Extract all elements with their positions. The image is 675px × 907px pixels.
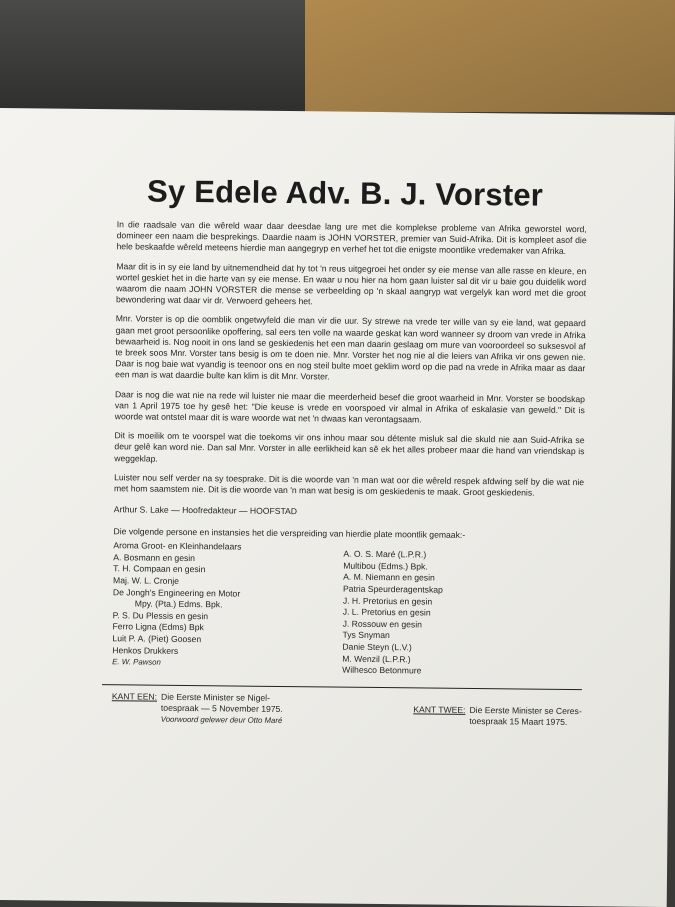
side-two-line: toespraak 15 Maart 1975. (469, 715, 568, 727)
author-credit: Arthur S. Lake — Hoofredakteur — HOOFSTAD (113, 504, 298, 517)
sponsor-item: J. Rossouw en gesin (342, 618, 422, 630)
track-sides (112, 691, 582, 729)
sponsor-item: Maj. W. L. Cronje (113, 575, 180, 586)
sponsor-item: A. Bosmann en gesin (113, 552, 196, 563)
sponsors-intro: Die volgende persone en instansies het die verspreiding van hierdie plate moontlik gemaak:- (113, 526, 466, 541)
divider-rule (102, 684, 582, 690)
sponsors-right-column (342, 543, 573, 679)
paragraph-6: Luister nou self verder na sy toesprake. Dit is die woorde van 'n man wat oor die wêreld respek afdwing self by die wat nie met hom saamstem nie. Dit is die woorde van 'n man wat besig is om geskiedenis te maak. Groot geskiedenis. (113, 472, 585, 498)
side-one-line: Die Eerste Minister se Nigel- (161, 691, 271, 703)
sponsor-item: Patria Speurderagentskap (342, 583, 443, 595)
sponsor-item: De Jongh's Engineering en Motor (112, 586, 241, 599)
sponsor-item: Wilhesco Betonmure (342, 664, 422, 676)
side-two (413, 694, 582, 729)
sponsors-left-column (112, 540, 343, 676)
sponsor-item: J. H. Pretorius en gesin (342, 595, 433, 607)
sponsor-item: A. M. Niemann en gesin (343, 572, 435, 584)
side-one-line: Voorwoord gelewer deur Otto Maré (160, 714, 283, 725)
sponsor-item: P. S. Du Plessis en gesin (112, 610, 209, 622)
paragraph-3: Mnr. Vorster is op die oomblik ongetwyfeld die man vir die uur. Sy strewe na vrede ter wille van sy eie land, wat gepaard gaan met groot persoonlike opoffering, sal eers ten volle na waarde geskat kan word wanneer sy droom van vrede in Afrika bewaarheid is. Nog nooit in ons land se geskiedenis het een man daarin geslaag om mure van vooroordeel so suksesvol af te breek soos Mnr. Vorster tans besig is om te doen nie. Mnr. Vorster het nog nie al die leiers van Afrika vir ons gewen nie. Daar is nog baie wat vyandig is teenoor ons en nog steil bulte moet geklim word op die pad na vrede in Afrika maar as daar een man is wat daardie bulte kan klim is dit Mnr. Vorster. (115, 313, 586, 382)
side-two-label: KANT TWEE: (413, 704, 466, 715)
side-one-label: KANT EEN: (111, 691, 158, 702)
side-one (112, 691, 283, 726)
sponsor-item: A. O. S. Maré (L.P.R.) (343, 548, 427, 560)
side-two-description (469, 705, 581, 729)
sponsor-item: E. W. Pawson (112, 657, 161, 667)
sleeve-content (112, 173, 588, 729)
sponsor-item: M. Wenzil (L.P.R.) (342, 653, 411, 664)
sponsor-item: Multibou (Edms.) Bpk. (343, 560, 428, 572)
side-one-description (161, 692, 283, 726)
sponsor-item: Tys Snyman (342, 630, 390, 641)
page-title: Sy Edele Adv. B. J. Vorster (146, 173, 544, 213)
background-cardboard (305, 0, 675, 112)
sponsor-item: Danie Steyn (L.V.) (342, 641, 412, 653)
sponsor-item: Ferro Ligna (Edms) Bpk (112, 621, 204, 633)
paragraph-2: Maar dit is in sy eie land by uitnemendheid dat hy tot 'n reus uitgegroei het onder sy eie mense van alle rasse en kleure, en wortel geskiet het in die harte van sy eie mense. En waar u nou hier na hom gaan luister sal dit vir u baie gou duidelik word waarom die naam JOHN VORSTER die mense se verbeelding op 'n skaal aangryp wat vergelyk kan word met die groot bewondering wat daar vir dr. Verwoerd geheers het. (115, 260, 587, 307)
sponsor-item: Aroma Groot- en Kleinhandelaars (113, 540, 242, 552)
sponsor-item: Henkos Drukkers (112, 644, 179, 656)
paragraph-5: Dit is moeilik om te voorspel wat die toekoms vir ons inhou maar sou détente misluk sal die skuld nie aan Suid-Afrika se deur gelê kan word nie. Dan sal Mnr. Vorster in alle eerlikheid kan sê ek het alles probeer maar die hand van vriendskap is weggeklap. (114, 430, 585, 464)
background-left (0, 0, 305, 112)
sponsor-item: T. H. Compaan en gesin (113, 563, 206, 575)
sponsor-item: Mpy. (Pta.) Edms. Bpk. (134, 598, 223, 610)
record-sleeve-sheet (0, 108, 675, 907)
sponsors-list (112, 540, 583, 678)
side-two-line: Die Eerste Minister se Ceres- (469, 704, 582, 716)
sponsor-item: Luit P. A. (Piet) Goosen (112, 633, 202, 645)
side-one-line: toespraak — 5 November 1975. (160, 702, 283, 714)
sponsor-item: J. L. Pretorius en gesin (342, 606, 431, 618)
paragraph-1: In die raadsale van die wêreld waar daar deesdae lang ure met die komplekse probleme van Afrika geworstel word, domineer een naam die besprekings. Daardie naam is JOHN VORSTER, premier van Suid-Afrika. Dit is kompleet asof die hele beskaafde wêreld meteens hierdie man aangegryp en verhef het tot die enigste moontlike vredemaker van Afrika. (116, 219, 587, 257)
paragraph-4: Daar is nog die wat nie na rede wil luister nie maar die meerderheid besef die groot waarheid in Mnr. Vorster se boodskap van 1 April 1975 toe hy gesê het: "Die keuse is vrede en voorspoed vir almal in Afrika of eskalasie van geweld." Dit is woorde wat ontstel maar dit is ware woorde wat net 'n dwaas kan verontagsaam. (114, 388, 586, 425)
